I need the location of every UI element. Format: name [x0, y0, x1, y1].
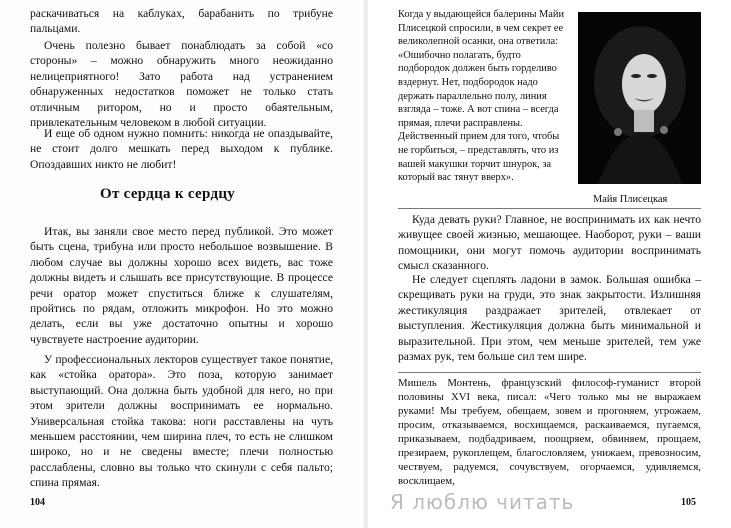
photo-caption: Майя Плисецкая: [593, 194, 668, 205]
section-heading: От сердца к сердцу: [100, 186, 236, 202]
left-paragraph-stance: У профессиональных лекторов существует такое понятие, как «стойка оратора». Это поза, которую занимает выступающий. Она должна быть удобной для него, но при этом зрители должны воспринимать ее нормально. Универсальная стойка такова: ноги расставлены на чуть меньшем расстоянии, чем ширина плеч, то есть не слишком широко, но и не сведены вместе; плечи полностью расслаблены, словно вы только что скинули с себя пальто; спина прямая.: [30, 353, 333, 490]
page-number-right: 105: [681, 497, 696, 508]
right-paragraph-gesture: Не следует сцеплять ладони в замок. Большая ошибка – скрещивать руки на груди, это знак закрытости. Излишняя жестикуляция раздражает зрителей, отвлекает от выступления. Жестикуляция должна быть минимальной и выразительной. При этом, чем меньше зрителей, тем уже размах рук, тем больше сил тем шире.: [398, 273, 701, 364]
portrait-photo: [578, 12, 701, 184]
left-paragraph-late: И еще об одном нужно помнить: никогда не опаздывайте, не стоит долго мешкать перед выходом к публике. Опоздавших никто не любит!: [30, 127, 333, 171]
watermark: Я люблю читать: [390, 490, 575, 514]
left-paragraph-top: раскачиваться на каблуках, барабанить по трибуне пальцами.: [30, 7, 333, 36]
divider-top: [398, 208, 701, 209]
left-page: [0, 0, 365, 528]
left-paragraph-place: Итак, вы заняли свое место перед публикой. Это может быть сцена, трибуна или просто небольшое возвышение. В любом случае вы должны хорошо всех видеть, вас тоже должны видеть и слышать все присутствующие. В процессе речи оратор может спуститься ближе к слушателям, пройтись по рядам, отложить микрофон. Но это можно делать, если вы уже достаточно опытны и хорошо чувствуете настроение аудитории.: [30, 225, 333, 346]
divider-bottom: [398, 372, 701, 373]
portrait-image: [578, 12, 701, 184]
left-paragraph-observe: Очень полезно бывает понаблюдать за собой «со стороны» – можно обнаружить много неожиданно нелицеприятного! Зато работа над устранением обнаруженных недостатков поможет не только стать отличным ритором, но и просто обаятельным, привлекательным человеком в любой ситуации.: [30, 39, 333, 130]
page-number-left: 104: [30, 497, 45, 508]
right-paragraph-hands: Куда девать руки? Главное, не воспринимать их как нечто живущее своей жизнью, мешающее. Наоборот, руки – ваши помощники, они могут помочь аудитории воспринимать смысл сказанного.: [398, 213, 701, 273]
sidebar-quote: Когда у выдающейся балерины Майи Плисецкой спросили, в чем секрет ее великолепной осанки, она ответила: «Ошибочно полагать, будто подбородок должен быть горделиво вздернут. Нет, подбородок надо держать параллельно полу, линия взгляда – тоже. А вот спина – всегда прямая, плечи расправлены. Действенный прием для того, чтобы не горбиться, – представлять, что из вашей макушки торчит шнурок, за который вас тянут вверх».: [398, 9, 565, 184]
right-page: [368, 0, 731, 528]
montaigne-quote: Мишель Монтень, французский философ-гуманист второй половины XVI века, писал: «Чего только мы не выражаем руками! Мы требуем, обещаем, зовем и прогоняем, угрожаем, просим, отказываемся, восхищаемся, раскаиваемся, пугаемся, приказываем, подбадриваем, поощряем, обвиняем, прощаем, презираем, рукоплещем, благословляем, унижаем, превозносим, чествуем, радуемся, сочувствуем, огорчаемся, удивляемся, восклицаем,: [398, 377, 701, 487]
